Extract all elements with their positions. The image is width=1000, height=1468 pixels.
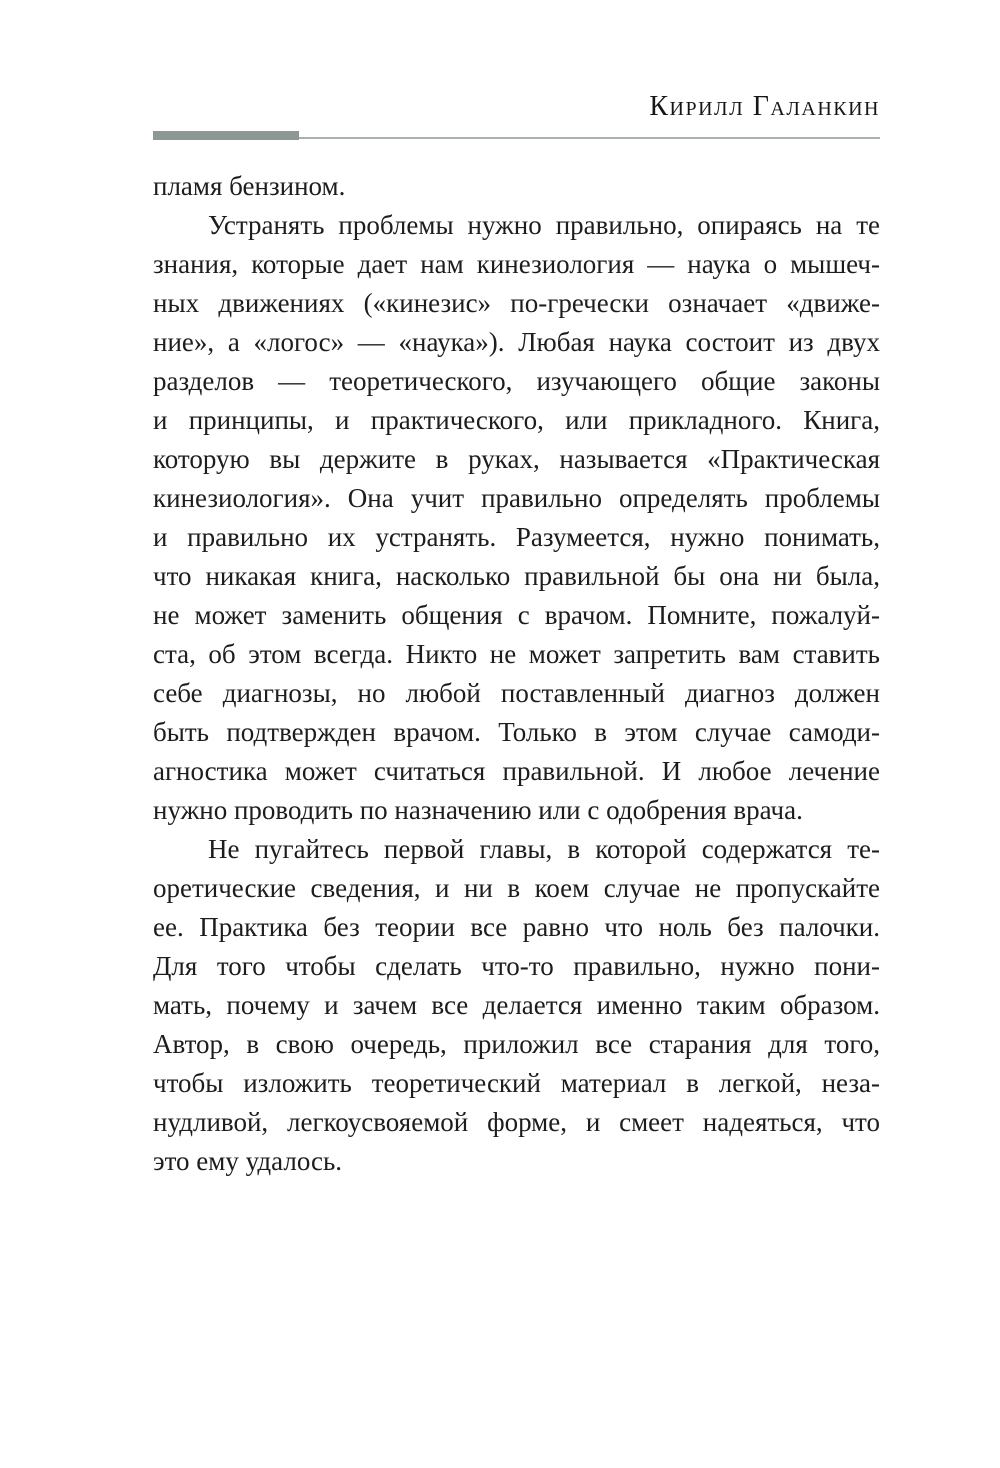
text-line: которую вы держите в руках, называется «Практическая bbox=[153, 444, 880, 474]
text-line: Не пугайтесь первой главы, в которой содержатся те- bbox=[208, 834, 880, 864]
text-line: ных движениях («кинезис» по-гречески означает «движе- bbox=[153, 288, 880, 318]
text-line: Для того чтобы сделать что-то правильно, нужно пони- bbox=[153, 951, 880, 981]
text-line: Автор, в свою очередь, приложил все старания для того, bbox=[153, 1029, 880, 1059]
text-line: чтобы изложить теоретический материал в легкой, неза- bbox=[153, 1068, 880, 1098]
text-line: и принципы, и практического, или прикладного. Книга, bbox=[153, 405, 880, 435]
text-line: ста, об этом всегда. Никто не может запретить вам ставить bbox=[153, 639, 880, 669]
text-line: пламя бензином. bbox=[153, 171, 346, 201]
author-name: Кирилл Галанкин bbox=[649, 91, 880, 122]
paragraph bbox=[153, 167, 880, 206]
text-line: оретические сведения, и ни в коем случае не пропускайте bbox=[153, 873, 880, 903]
page-header bbox=[0, 0, 1000, 122]
paragraph bbox=[153, 206, 880, 830]
text-line: себе диагнозы, но любой поставленный диагноз должен bbox=[153, 678, 880, 708]
text-line: нудливой, легкоусвояемой форме, и смеет надеяться, что bbox=[153, 1107, 880, 1137]
text-line: знания, которые дает нам кинезиология — наука о мышеч- bbox=[153, 249, 880, 279]
text-line: кинезиология». Она учит правильно определять проблемы bbox=[153, 483, 880, 513]
text-line: ее. Практика без теории все равно что ноль без палочки. bbox=[153, 912, 880, 942]
paragraph bbox=[153, 830, 880, 1181]
text-line: ние», а «логос» — «наука»). Любая наука состоит из двух bbox=[153, 327, 880, 357]
text-line: разделов — теоретического, изучающего общие законы bbox=[153, 366, 880, 396]
header-rule bbox=[153, 131, 880, 140]
text-line: мать, почему и зачем все делается именно таким образом. bbox=[153, 990, 880, 1020]
text-line: Устранять проблемы нужно правильно, опираясь на те bbox=[208, 210, 880, 240]
text-line: быть подтвержден врачом. Только в этом случае самоди- bbox=[153, 717, 880, 747]
text-line: это ему удалось. bbox=[153, 1146, 343, 1176]
header-rule-thick-bar bbox=[153, 131, 299, 140]
body-text bbox=[153, 167, 880, 1181]
text-line: агностика может считаться правильной. И любое лечение bbox=[153, 756, 880, 786]
text-line: не может заменить общения с врачом. Помните, пожалуй- bbox=[153, 600, 880, 630]
text-line: и правильно их устранять. Разумеется, нужно понимать, bbox=[153, 522, 880, 552]
text-line: нужно проводить по назначению или с одобрения врача. bbox=[153, 795, 803, 825]
text-line: что никакая книга, насколько правильной бы она ни была, bbox=[153, 561, 880, 591]
